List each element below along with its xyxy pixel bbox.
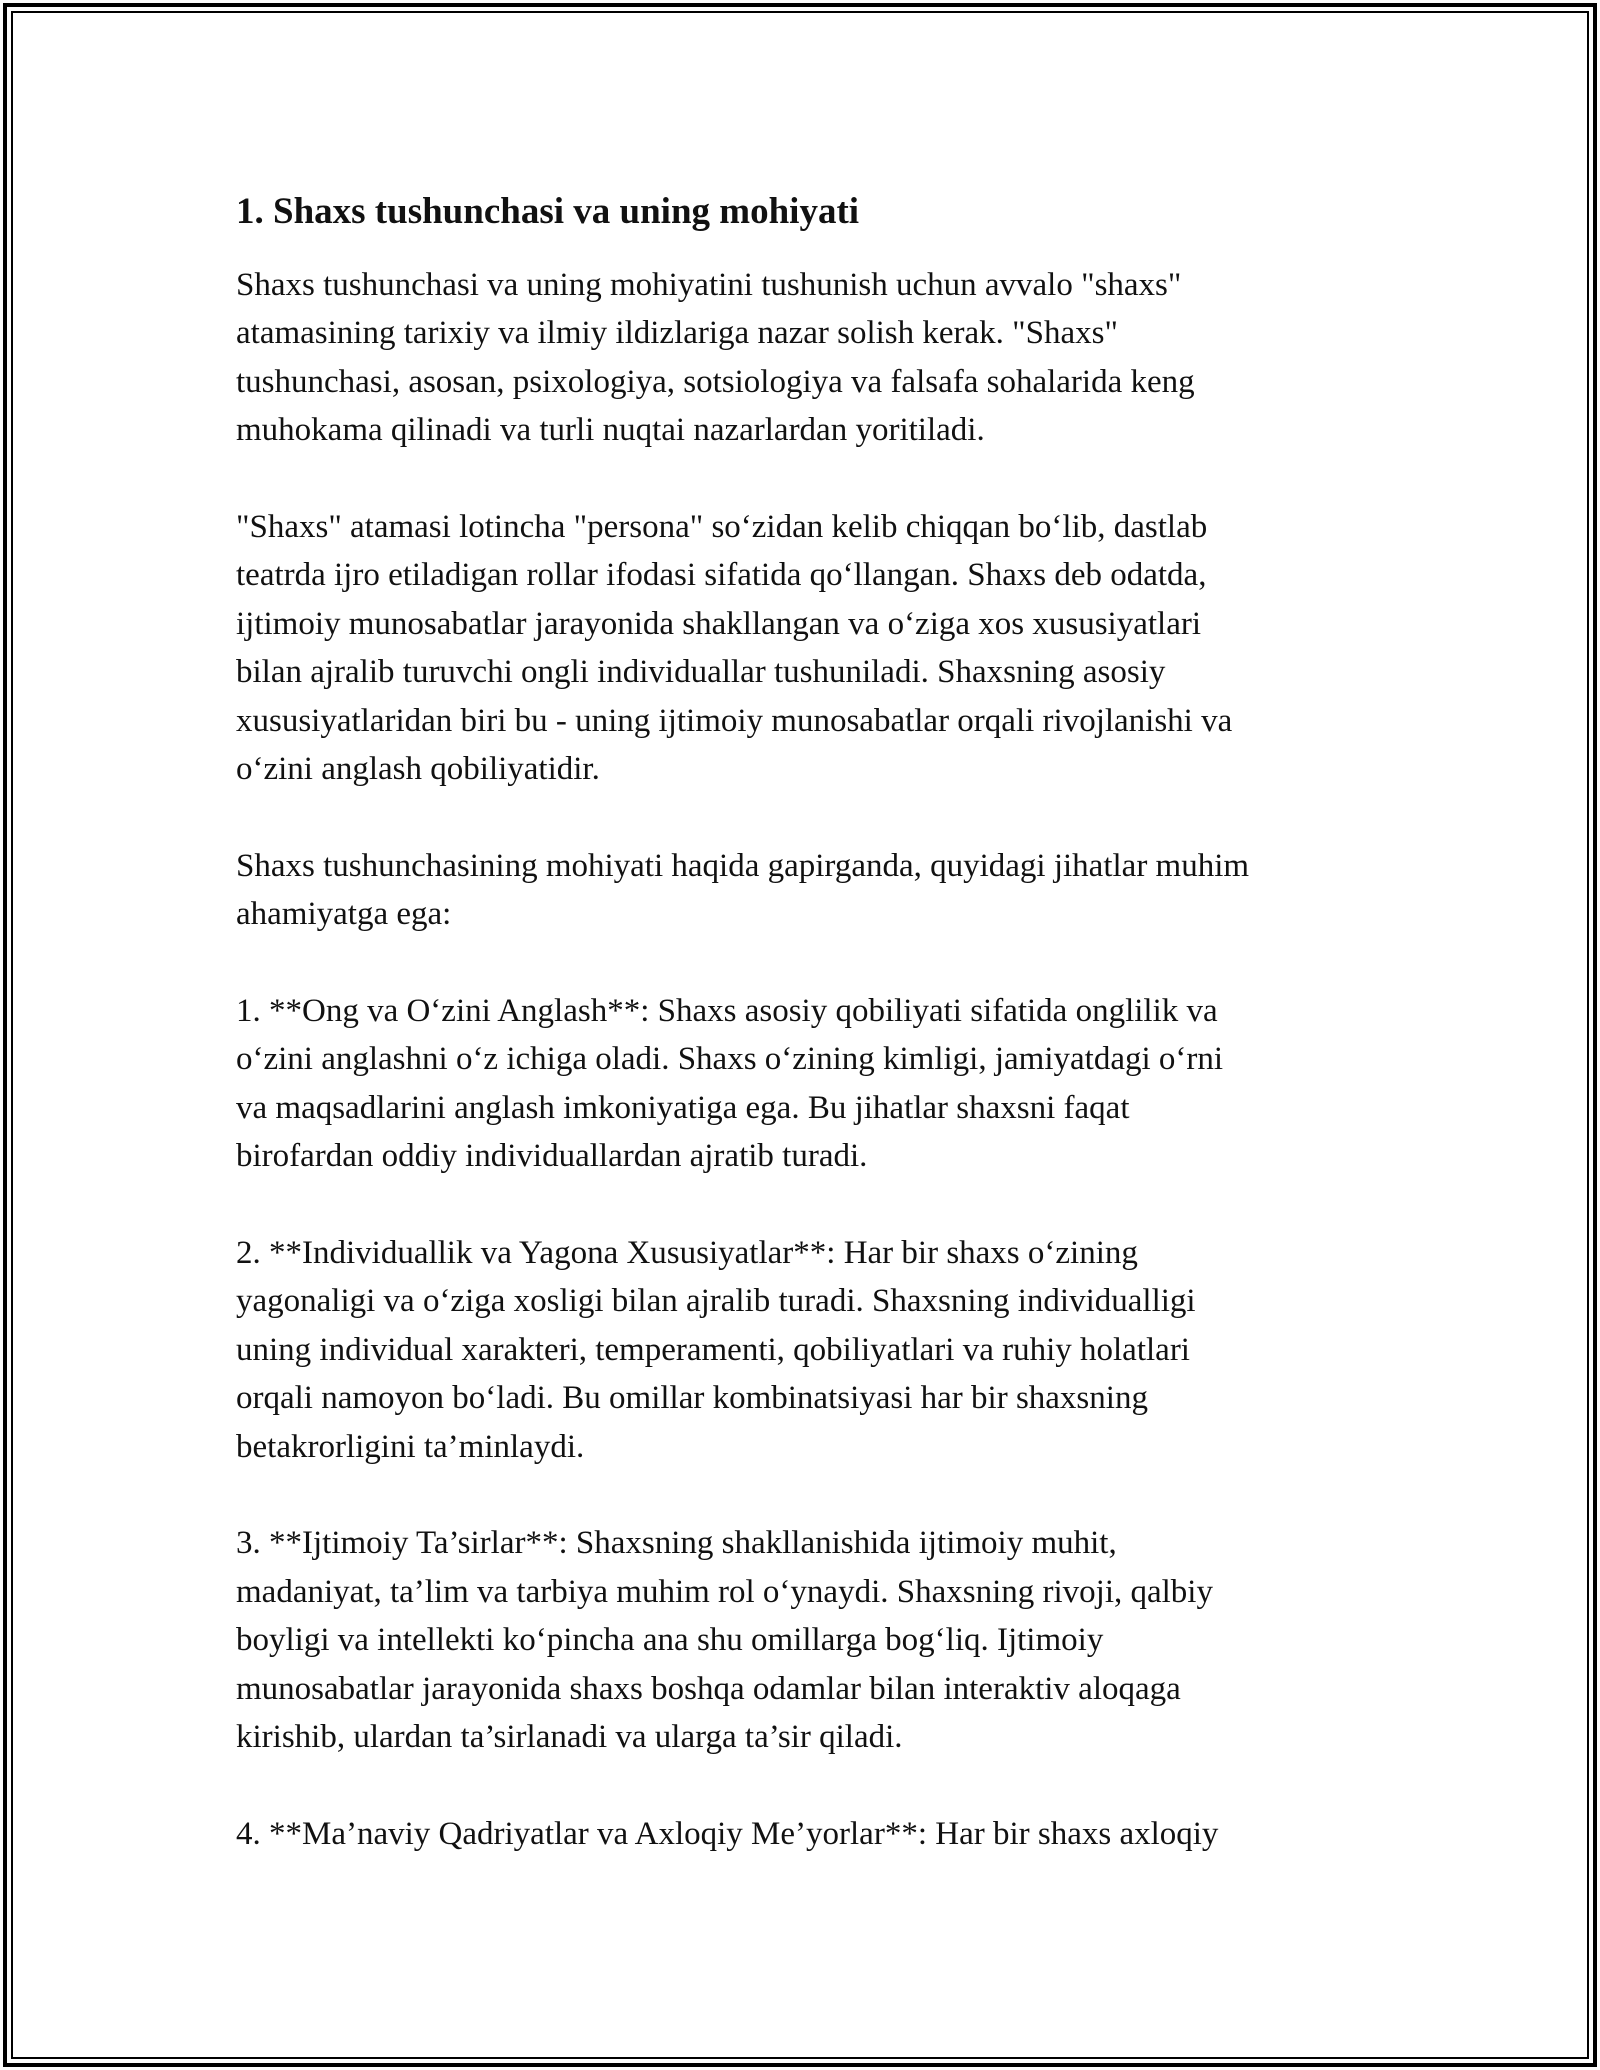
document-title: 1. Shaxs tushunchasi va uning mohiyati <box>236 191 860 232</box>
list-item-4: 4. **Ma’naviy Qadriyatlar va Axloqiy Me’yorlar**: Har bir shaxs axloqiy <box>236 1815 1219 1852</box>
paragraph-aspects-intro: Shaxs tushunchasining mohiyati haqida gapirganda, quyidagi jihatlar muhim ahamiyatga ega: <box>236 847 1250 933</box>
document-body <box>236 188 1386 1858</box>
paragraph-intro: Shaxs tushunchasi va uning mohiyatini tushunish uchun avvalo "shaxs" atamasining tarixiy va ilmiy ildizlariga nazar solish kerak. "Shaxs" tushunchasi, asosan, psixologiya, sotsiologiya va falsafa sohalarida keng muhokama qilinadi va turli nuqtai nazarlardan yoritiladi. <box>236 267 1195 449</box>
list-item-2: 2. **Individuallik va Yagona Xususiyatlar**: Har bir shaxs o‘zining yagonaligi va o‘ziga xosligi bilan ajralib turadi. Shaxsning individualligi uning individual xarakteri, temperamenti, qobiliyatlari va ruhiy holatlari orqali namoyon bo‘ladi. Bu omillar kombinatsiyasi har bir shaxsning betakrorligini ta’minlaydi. <box>236 1235 1196 1465</box>
paragraph-etymology: "Shaxs" atamasi lotincha "persona" so‘zidan kelib chiqqan bo‘lib, dastlab teatrda ijro etiladigan rollar ifodasi sifatida qo‘llangan. Shaxs deb odatda, ijtimoiy munosabatlar jarayonida shakllangan va o‘ziga xos xususiyatlari bilan ajralib turuvchi ongli individuallar tushuniladi. Shaxsning asosiy xususiyatlaridan biri bu - uning ijtimoiy munosabatlar orqali rivojlanishi va o‘zini anglash qobiliyatidir. <box>236 509 1233 788</box>
list-item-3: 3. **Ijtimoiy Ta’sirlar**: Shaxsning shakllanishida ijtimoiy muhit, madaniyat, ta’lim va tarbiya muhim rol o‘ynaydi. Shaxsning rivoji, qalbiy boyligi va intellekti ko‘pincha ana shu omillarga bog‘liq. Ijtimoiy munosabatlar jarayonida shaxs boshqa odamlar bilan interaktiv aloqaga kirishib, ulardan ta’sirlanadi va ularga ta’sir qiladi. <box>236 1525 1213 1756</box>
list-item-1: 1. **Ong va O‘zini Anglash**: Shaxs asosiy qobiliyati sifatida onglilik va o‘zini anglashni o‘z ichiga oladi. Shaxs o‘zining kimligi, jamiyatdagi o‘rni va maqsadlarini anglash imkoniyatiga ega. Bu jihatlar shaxsni faqat birofardan oddiy individuallardan ajratib turadi. <box>236 993 1224 1175</box>
